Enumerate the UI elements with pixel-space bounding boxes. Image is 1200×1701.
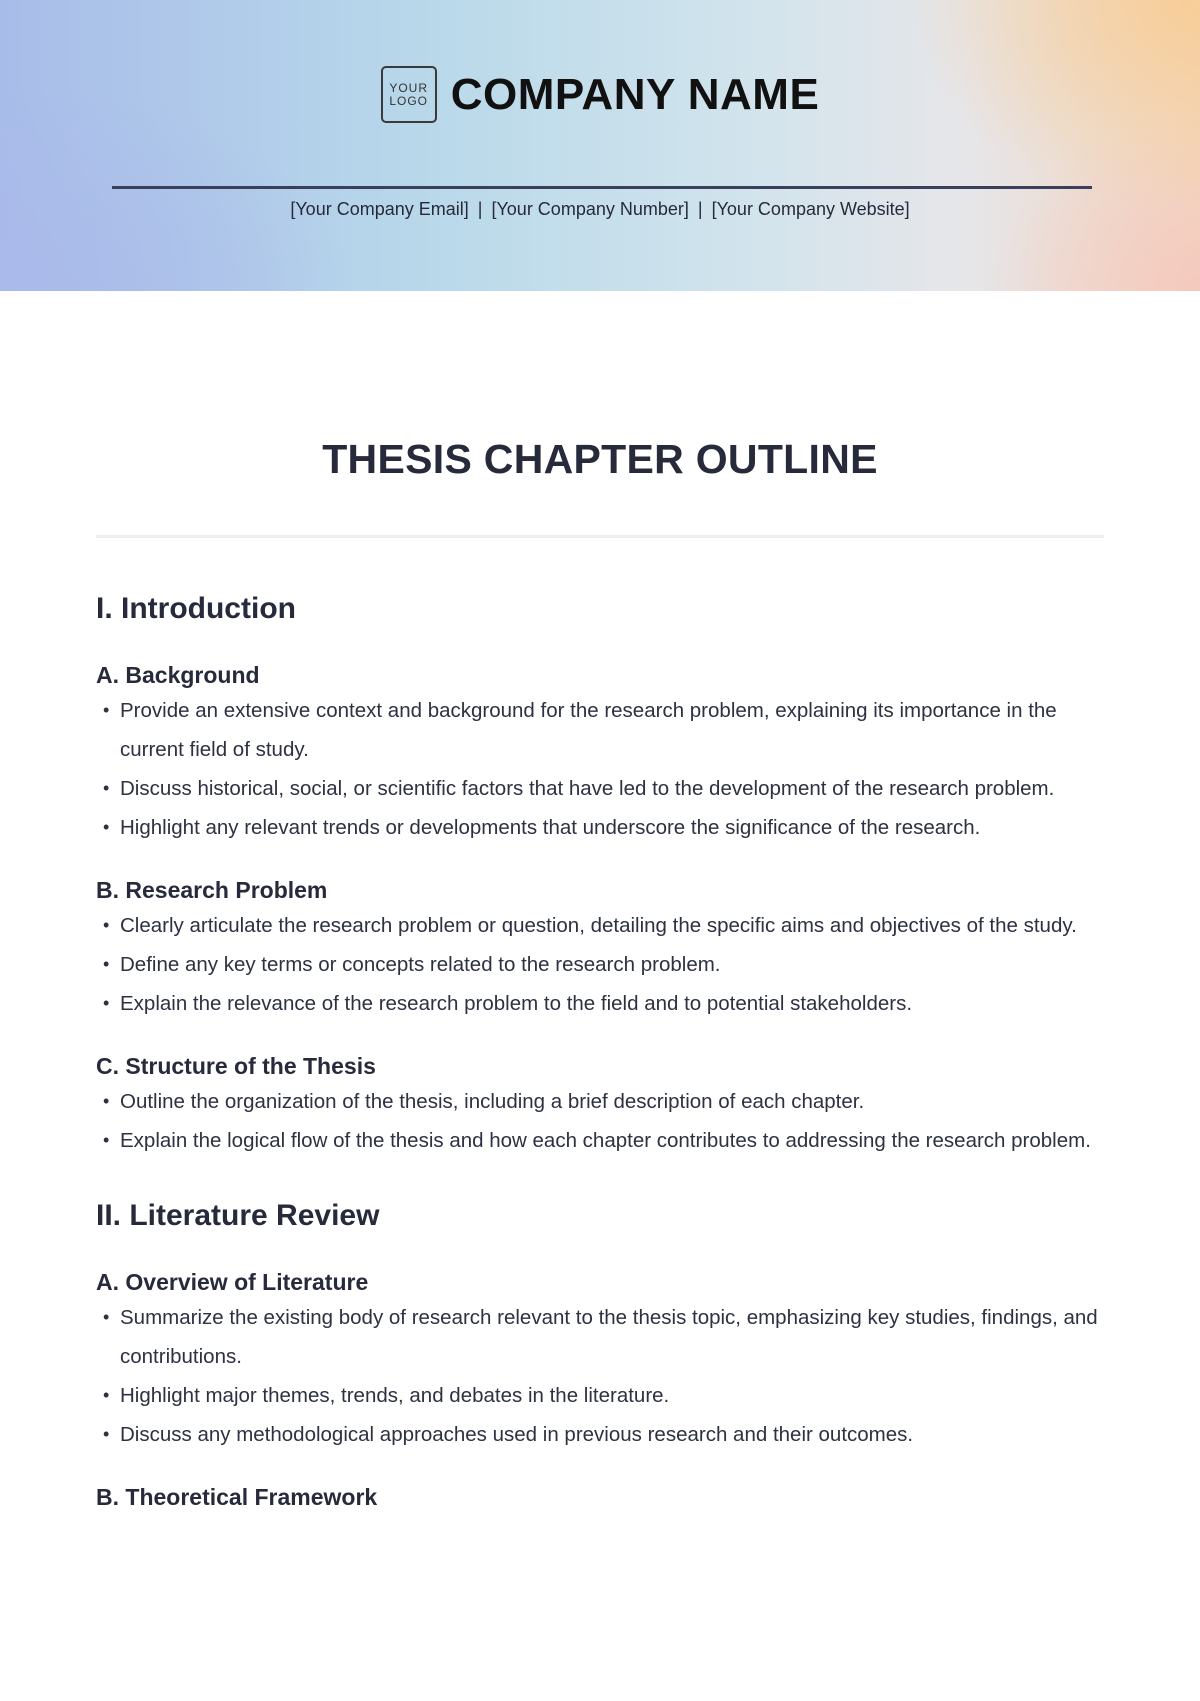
bullet-list [96, 691, 1106, 847]
section-heading: II. Literature Review [96, 1199, 380, 1232]
company-number: [Your Company Number] [491, 199, 689, 219]
section-heading: I. Introduction [96, 592, 296, 625]
company-name: COMPANY NAME [450, 69, 820, 119]
list-item: • Discuss any methodological approaches used in previous research and their outcomes. [96, 1415, 1106, 1454]
list-item: • Define any key terms or concepts related to the research problem. [96, 945, 1106, 984]
subsection-heading: A. Overview of Literature [96, 1269, 369, 1295]
document-title: THESIS CHAPTER OUTLINE [322, 436, 878, 482]
list-item: • Clearly articulate the research problem or question, detailing the specific aims and objectives of the study. [96, 906, 1106, 945]
contact-separator: | [477, 199, 483, 219]
brand [0, 66, 1200, 123]
list-item: • Explain the logical flow of the thesis and how each chapter contributes to addressing the research problem. [96, 1121, 1106, 1160]
bullet-list [96, 906, 1106, 1023]
company-website: [Your Company Website] [711, 199, 910, 219]
subsection-heading: A. Background [96, 662, 260, 688]
contact-separator: | [697, 199, 703, 219]
bullet-list [96, 1082, 1106, 1160]
list-item: • Summarize the existing body of research relevant to the thesis topic, emphasizing key studies, findings, and contributions. [96, 1298, 1106, 1376]
company-logo [381, 66, 437, 123]
list-item: • Highlight major themes, trends, and debates in the literature. [96, 1376, 1106, 1415]
title-divider [96, 535, 1104, 538]
subsection-heading: B. Theoretical Framework [96, 1484, 378, 1510]
subsection-heading: C. Structure of the Thesis [96, 1053, 376, 1079]
list-item: • Explain the relevance of the research problem to the field and to potential stakeholders. [96, 984, 1106, 1023]
list-item: • Highlight any relevant trends or developments that underscore the significance of the research. [96, 808, 1106, 847]
contact-line [0, 199, 1200, 220]
header-divider [112, 186, 1092, 189]
bullet-list [96, 1298, 1106, 1454]
document-header [0, 0, 1200, 291]
logo-text-line1: YOUR [389, 80, 429, 95]
logo-text-line2: LOGO [389, 93, 429, 108]
list-item: • Discuss historical, social, or scientific factors that have led to the development of the research problem. [96, 769, 1106, 808]
company-email: [Your Company Email] [290, 199, 469, 219]
list-item: • Outline the organization of the thesis, including a brief description of each chapter. [96, 1082, 1106, 1121]
subsection-heading: B. Research Problem [96, 877, 328, 903]
list-item: • Provide an extensive context and background for the research problem, explaining its importance in the current field of study. [96, 691, 1106, 769]
outline-content [96, 587, 1106, 1513]
